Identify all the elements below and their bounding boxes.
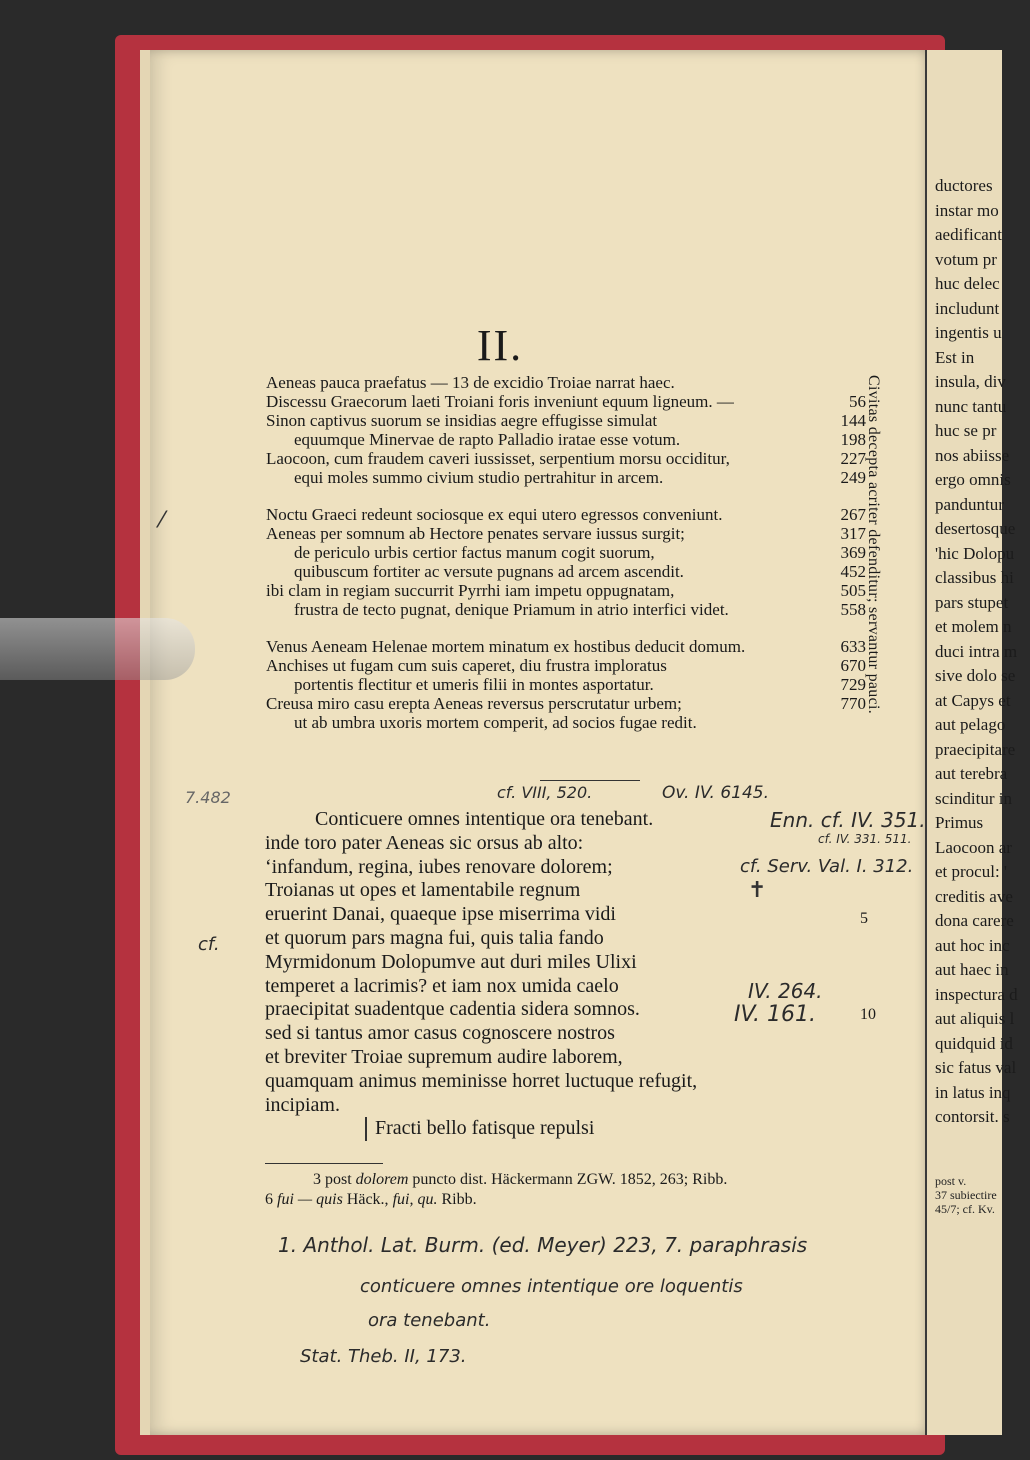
handwritten-margin-note-4: IV. 161. — [734, 1002, 816, 1027]
summary-line — [266, 637, 866, 656]
summary-verse-ref: 558 — [840, 600, 866, 619]
summary-line — [266, 373, 866, 392]
vertical-side-note: Civitas decepta acriter defenditur; servantur pauci. — [865, 375, 882, 715]
summary-verse-ref: 452 — [840, 562, 866, 581]
facing-page-line: aut hoc inc — [935, 935, 1010, 955]
facing-page-line: Est in — [935, 347, 975, 367]
line-number-5: 5 — [860, 910, 868, 927]
summary-text: equi moles summo civium studio pertrahitur in arcem. — [294, 468, 664, 487]
facing-page-line: insula, div — [935, 372, 1006, 391]
verse-line: Fracti bello fatisque repulsi — [365, 1117, 825, 1141]
summary-line — [266, 468, 866, 487]
facing-page-line: quidquid id — [935, 1033, 1013, 1053]
bookmark-slip — [0, 618, 195, 680]
summary-verse-ref: 729 — [840, 675, 866, 694]
summary-line — [266, 694, 866, 713]
handwritten-bottom-note-3: ora tenebant. — [368, 1310, 491, 1331]
summary-line — [266, 713, 866, 732]
line-number-10: 10 — [860, 1006, 876, 1023]
facing-page-line: sive dolo se — [935, 666, 1016, 685]
facing-page-lines — [927, 174, 1018, 1130]
facing-page-line: panduntur — [935, 494, 1004, 514]
verse-line: Troianas ut opes et lamentabile regnum — [265, 879, 581, 902]
chapter-heading: II. — [476, 321, 524, 370]
facing-page-line: creditis ave — [935, 886, 1013, 906]
handwritten-left-note-2: cf. — [198, 934, 220, 955]
summary-line — [266, 562, 866, 581]
facing-page-line: aedificant — [935, 225, 1003, 244]
summary-line — [266, 392, 866, 411]
handwritten-left-note-1: 7.482 — [185, 788, 231, 807]
footnotes — [265, 1170, 885, 1210]
facing-page-line: huc delec — [935, 274, 1000, 293]
facing-page-line: dona carere — [935, 911, 1014, 930]
facing-page-line: et molem n — [935, 617, 1012, 636]
handwritten-margin-note-1b: cf. IV. 331. 511. — [818, 832, 912, 846]
facing-page-line: praecipitare — [935, 739, 1016, 759]
facing-page-line: et procul: ' — [935, 862, 1007, 881]
verse-line: incipiam. — [265, 1093, 340, 1116]
verse-line: inde toro pater Aeneas sic orsus ab alto: — [265, 831, 584, 854]
handwritten-bottom-note-1: 1. Anthol. Lat. Burm. (ed. Meyer) 223, 7. paraphrasis — [278, 1233, 808, 1257]
summary-line — [266, 505, 866, 524]
summary-verse-ref: 227 — [840, 449, 866, 468]
facing-page-line: votum pr — [935, 249, 997, 269]
facing-page-line: at Capys et — [935, 690, 1011, 710]
facing-page-line: ergo omnis — [935, 470, 1011, 489]
summary-line — [266, 656, 866, 675]
facing-page-line: aut terebra — [935, 764, 1008, 783]
facing-page-line: Laocoon ar — [935, 837, 1012, 857]
separator-rule — [540, 780, 640, 781]
facing-page-line: huc se pr — [935, 421, 997, 440]
facing-page-line: nunc tantu — [935, 396, 1007, 416]
verse-line: temperet a lacrimis? et iam nox umida caelo — [265, 974, 619, 997]
facing-page-line: scinditur in — [935, 788, 1012, 808]
summary-verse-ref: 267 — [840, 505, 866, 524]
facing-page-line: aut aliquis l — [935, 1009, 1015, 1028]
summary-verse-ref: 56 — [849, 392, 866, 411]
facing-page-line: contorsit. s — [935, 1107, 1010, 1126]
handwritten-margin-note-1: Enn. cf. IV. 351. — [770, 808, 926, 832]
verse-line: praecipitat suadentque cadentia sidera somnos. — [265, 998, 640, 1021]
summary-text: Aeneas per somnum ab Hectore penates servare iussus surgit; — [266, 524, 685, 543]
summary-line — [266, 675, 866, 694]
summary-text: quibuscum fortiter ac versute pugnans ad arcem ascendit. — [294, 562, 684, 581]
summary-text: frustra de tecto pugnat, denique Priamum in atrio interfici videt. — [294, 600, 729, 619]
cross-mark: ✝ — [748, 878, 767, 903]
verse-line: ʻinfandum, regina, iubes renovare dolorem; — [265, 855, 613, 878]
summary-line — [266, 600, 866, 619]
facing-page-line: instar mo — [935, 200, 999, 220]
verse-line: et breviter Troiae supremum audire laborem, — [265, 1045, 623, 1068]
summary-verse-ref: 249 — [840, 468, 866, 487]
summary-verse-ref: 770 — [840, 694, 866, 713]
summary-text: ut ab umbra uxoris mortem comperit, ad socios fugae redit. — [294, 713, 697, 732]
footnote-line-1: 3 post dolorem puncto dist. Häckermann ZGW. 1852, 263; Ribb. — [313, 1171, 728, 1188]
verse-line: et quorum pars magna fui, quis talia fando — [265, 926, 604, 949]
summary-verse-ref: 505 — [840, 581, 866, 600]
summary-group — [266, 505, 866, 619]
summary-line — [266, 411, 866, 430]
summary-text: portentis flectitur et umeris filii in montes asportatur. — [294, 675, 654, 694]
summary-verse-ref: 670 — [840, 656, 866, 675]
summary-text: Noctu Graeci redeunt sociosque ex equi utero egressos conveniunt. — [266, 505, 723, 524]
summary-line — [266, 524, 866, 543]
facing-page-line: aut haec in — [935, 960, 1009, 979]
summary-verse-ref: 633 — [840, 637, 866, 656]
summary-verse-ref: 198 — [840, 430, 866, 449]
facing-page-footnote: post v. 37 subiectire 45/7; cf. Kv. — [935, 1173, 997, 1216]
summary-text: ibi clam in regiam succurrit Pyrrhi iam impetu oppugnatam, — [266, 581, 675, 600]
summary-line — [266, 430, 866, 449]
summary-text: Discessu Graecorum laeti Troiani foris inveniunt equum ligneum. — — [266, 392, 734, 411]
handwritten-margin-note-3: IV. 264. — [748, 979, 823, 1003]
facing-page-line: sic fatus val — [935, 1058, 1017, 1077]
summary-line — [266, 581, 866, 600]
facing-page-line: nos abiisse — [935, 445, 1010, 465]
summary-text: Venus Aeneam Helenae mortem minatum ex hostibus deducit domum. — [266, 637, 746, 656]
footnote-line-2: 6 fui — quis Häck., fui, qu. Ribb. — [265, 1191, 477, 1208]
facing-page-line: duci intra m — [935, 641, 1018, 661]
summary-verse-ref: 369 — [840, 543, 866, 562]
summary-verse-ref: 144 — [840, 411, 866, 430]
handwritten-margin-note-2: cf. Serv. Val. I. 312. — [740, 856, 914, 877]
facing-page-line: desertosque — [935, 519, 1016, 538]
summary-text: Anchises ut fugam cum suis caperet, diu frustra imploratus — [266, 656, 667, 675]
facing-page-line: aut pelago — [935, 715, 1006, 734]
handwritten-bottom-note-4: Stat. Theb. II, 173. — [300, 1346, 467, 1367]
verse-line: quamquam animus meminisse horret luctuque refugit, — [265, 1069, 698, 1092]
margin-tick-mark: ⁄ — [160, 508, 164, 533]
handwritten-note-above-1: cf. VIII, 520. — [497, 783, 593, 802]
footnote-rule — [265, 1163, 383, 1164]
facing-page-line: 'hic Dolopu — [935, 543, 1015, 563]
facing-page-line: inspectura d — [935, 984, 1018, 1004]
facing-page-line: classibus hi — [935, 568, 1014, 587]
facing-page-line: includunt — [935, 298, 1000, 318]
summary-line — [266, 543, 866, 562]
summary-text: Creusa miro casu erepta Aeneas reversus perscrutatur urbem; — [266, 694, 682, 713]
facing-page-line: Primus — [935, 813, 984, 832]
summary-text: Sinon captivus suorum se insidias aegre effugisse simulat — [266, 411, 658, 430]
summary-verse-ref: 317 — [840, 524, 866, 543]
verse-line: sed si tantus amor casus cognoscere nostros — [265, 1022, 615, 1045]
facing-page-line: in latus inq — [935, 1082, 1011, 1102]
facing-page-line: pars stupet — [935, 592, 1009, 612]
summary-group — [266, 637, 866, 732]
summary-group — [266, 373, 866, 487]
handwritten-note-above-2: Ov. IV. 6145. — [662, 783, 770, 803]
summary-text: Aeneas pauca praefatus — 13 de excidio Troiae narrat haec. — [266, 373, 675, 392]
facing-page — [925, 50, 1018, 1435]
facing-page-line: ductores — [935, 176, 993, 195]
verse-line: eruerint Danai, quaeque ipse miserrima vidi — [265, 903, 616, 926]
summary-text: Laocoon, cum fraudem caveri iussisset, serpentium morsu occiditur, — [266, 449, 730, 468]
facing-page-line: ingentis u — [935, 323, 1002, 342]
handwritten-bottom-note-2: conticuere omnes intentique ore loquentis — [360, 1276, 743, 1297]
summary-text: equumque Minervae de rapto Palladio iratae esse votum. — [294, 430, 681, 449]
summary-line — [266, 449, 866, 468]
verse-line: Conticuere omnes intentique ora tenebant. — [315, 808, 654, 830]
summary-text: de periculo urbis certior factus manum cogit suorum, — [294, 543, 655, 562]
argument-summary — [266, 373, 866, 750]
verse-line: Myrmidonum Dolopumve aut duri miles Ulixi — [265, 950, 637, 973]
